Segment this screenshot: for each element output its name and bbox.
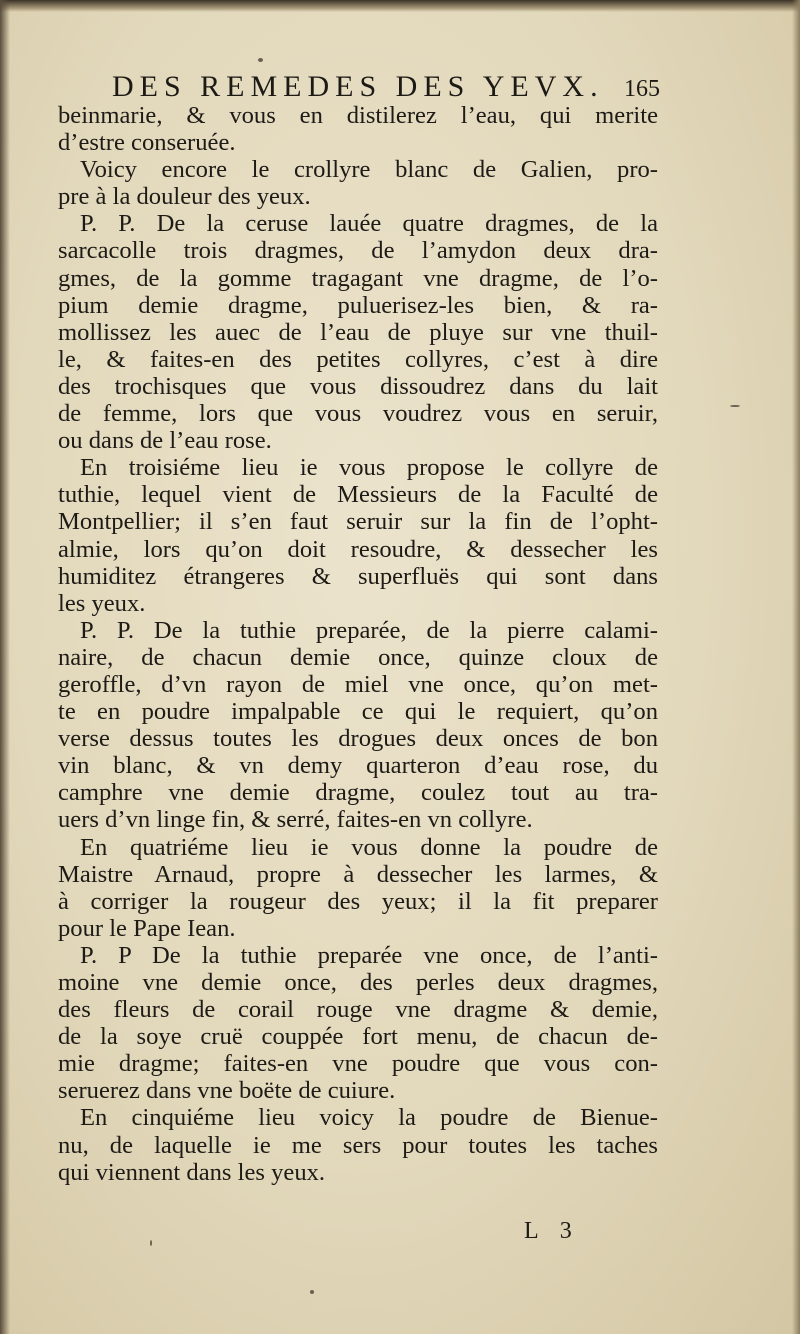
running-head-title: DES REMEDES DES YEVX. [112, 70, 604, 103]
text-line: qui viennent dans les yeux. [58, 1158, 326, 1186]
text-line: Maistre Arnaud, propre à dessecher les larmes, & [58, 860, 658, 888]
text-line: des fleurs de corail rouge vne dragme & demie, [58, 996, 658, 1024]
text-line: de la soye cruë couppée fort menu, de chacun de- [58, 1023, 658, 1051]
text-line: mie dragme; faites-en vne poudre que vous con- [58, 1050, 658, 1078]
text-line: ou dans de l’eau rose. [58, 427, 272, 455]
text-line: vin blanc, & vn demy quarteron d’eau rose, du [58, 752, 658, 780]
text-line: uers d’vn linge fin, & serré, faites-en vn collyre. [58, 806, 533, 834]
text-line: sarcacolle trois dragmes, de l’amydon deux dra- [58, 237, 658, 265]
paper-speck [310, 1290, 314, 1294]
text-line: de femme, lors que vous voudrez vous en seruir, [58, 400, 658, 428]
text-line: geroffle, d’vn rayon de miel vne once, qu’on met- [58, 670, 658, 698]
text-line: pre à la douleur des yeux. [58, 183, 311, 211]
text-line: nu, de laquelle ie me sers pour toutes les taches [58, 1131, 658, 1159]
paper-speck [150, 1240, 152, 1246]
signature-mark: L 3 [524, 1218, 580, 1244]
text-line: P. P. De la tuthie preparée, de la pierre calami- [80, 616, 658, 644]
text-line: mollissez les auec de l’eau de pluye sur vne thuil- [58, 318, 658, 346]
text-line: En cinquiéme lieu voicy la poudre de Bienue- [80, 1104, 658, 1132]
text-line: naire, de chacun demie once, quinze cloux de [58, 643, 658, 671]
text-line: pour le Pape Iean. [58, 914, 236, 942]
text-line: humiditez étrangeres & superfluës qui sont dans [58, 562, 658, 590]
text-line: tuthie, lequel vient de Messieurs de la Faculté de [58, 481, 658, 509]
body-text [58, 102, 658, 1186]
paper-speck [730, 405, 740, 407]
page-top-edge [0, 0, 800, 12]
text-line: En troisiéme lieu ie vous propose le collyre de [80, 454, 658, 482]
text-line: gmes, de la gomme tragagant vne dragme, de l’o- [58, 264, 658, 292]
text-line: P. P De la tuthie preparée vne once, de l’anti- [80, 941, 658, 969]
page-right-edge [792, 0, 800, 1334]
text-line: moine vne demie once, des perles deux dragmes, [58, 969, 658, 996]
text-line: te en poudre impalpable ce qui le requiert, qu’on [58, 698, 658, 726]
page-binding-shadow [0, 0, 10, 1334]
text-line: Voicy encore le crollyre blanc de Galien, pro- [80, 156, 658, 184]
text-line: d’estre conseruée. [58, 129, 236, 157]
text-line: des trochisques que vous dissoudrez dans du lait [58, 372, 658, 400]
text-line: le, & faites-en des petites collyres, c’est à dire [58, 345, 658, 373]
paper-speck [258, 58, 263, 62]
text-line: à corriger la rougeur des yeux; il la fit preparer [58, 887, 658, 915]
text-line: verse dessus toutes les drogues deux onces de bon [58, 725, 658, 753]
text-line: almie, lors qu’on doit resoudre, & dessecher les [58, 535, 658, 563]
text-line: Montpellier; il s’en faut seruir sur la fin de l’opht- [58, 508, 658, 536]
running-head [60, 70, 660, 104]
text-line: En quatriéme lieu ie vous donne la poudre de [80, 833, 658, 861]
text-line: pium demie dragme, puluerisez-les bien, & ra- [58, 291, 658, 319]
text-line: camphre vne demie dragme, coulez tout au tra- [58, 779, 658, 807]
text-line: les yeux. [58, 589, 146, 617]
text-line: seruerez dans vne boëte de cuiure. [58, 1077, 396, 1105]
text-line: beinmarie, & vous en distilerez l’eau, qui merite [58, 102, 658, 129]
text-line: P. P. De la ceruse lauée quatre dragmes, de la [80, 210, 658, 238]
page-number: 165 [624, 76, 660, 102]
